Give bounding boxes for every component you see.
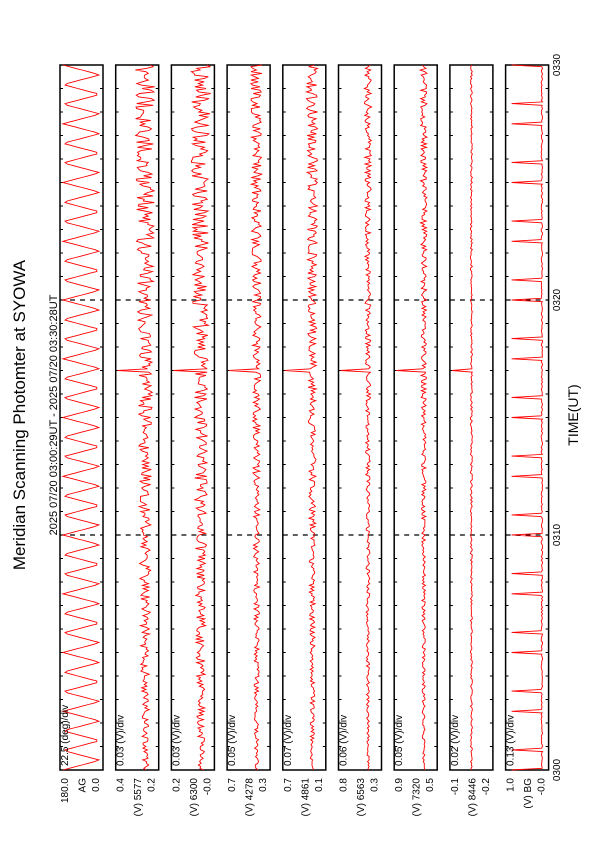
channel-label: (V) 5577 [133, 778, 145, 817]
panel-frame [394, 65, 437, 770]
y-tick-label: 0.9 [394, 778, 406, 792]
trace-line [63, 65, 99, 770]
trace-line [449, 65, 473, 770]
channel-label: (V) BG [523, 778, 535, 809]
panel-2 [116, 65, 159, 816]
x-tick-label: 0310 [552, 523, 563, 547]
panel-6 [339, 65, 382, 816]
plot-titles [10, 259, 581, 570]
y-tick-label: 0.4 [115, 778, 127, 792]
panel-frame [116, 65, 159, 770]
scale-label: 0.05 (V)/div [394, 714, 406, 766]
trace-line [229, 65, 262, 770]
trace-line [396, 65, 427, 770]
panel-frame [171, 65, 214, 770]
panel-7 [394, 65, 437, 816]
panel-3 [171, 65, 214, 816]
panel-9 [506, 65, 549, 809]
x-tick-label: 0300 [552, 758, 563, 782]
x-tick-label: 0330 [552, 53, 563, 77]
panel-8 [450, 65, 493, 816]
panel-frame [283, 65, 326, 770]
chart-title: Meridian Scanning Photomter at SYOWA [10, 259, 29, 571]
channel-label: (V) 8446 [467, 778, 479, 817]
scale-label: 0.13 (V)/div [505, 714, 517, 766]
y-tick-label: 0.8 [338, 778, 350, 792]
y-tick-label: -0.0 [536, 778, 548, 796]
x-tick-label: 0320 [552, 288, 563, 312]
panel-1 [60, 65, 103, 803]
channel-label: (V) 6300 [188, 778, 200, 817]
scale-label: 0.05 (V)/div [227, 714, 239, 766]
channel-label: (V) 7320 [411, 778, 423, 817]
x-axis-label: TIME(UT) [565, 384, 581, 446]
trace-line [115, 65, 155, 770]
scale-label: 0.07 (V)/div [282, 714, 294, 766]
scale-label: 0.03 (V)/div [115, 714, 127, 766]
y-tick-label: 1.0 [505, 778, 517, 792]
scale-label: 0.02 (V)/div [449, 714, 461, 766]
y-tick-label: 0.0 [91, 778, 102, 792]
y-tick-label: 0.3 [258, 778, 270, 792]
time-range: 2025 07/20 03:00:29UT - 2025 07/20 03:30:28UT [48, 294, 60, 536]
y-tick-label: 0.2 [171, 778, 183, 792]
panel-4 [227, 65, 270, 816]
trace-line [338, 65, 372, 770]
y-tick-label: -0.2 [480, 778, 492, 796]
scale-label: 0.03 (V)/div [171, 714, 183, 766]
trace-line [512, 65, 543, 770]
y-tick-label: 0.1 [313, 778, 325, 792]
panel-frame [339, 65, 382, 770]
y-tick-label: 0.3 [369, 778, 381, 792]
trace-line [282, 65, 318, 770]
channel-label: (V) 6563 [356, 778, 367, 817]
scale-label: 0.06 (V)/div [338, 714, 350, 766]
scale-label: 22.5 (deg)/div [60, 704, 71, 766]
panel-frame [60, 65, 103, 770]
y-tick-label: 0.7 [282, 778, 294, 792]
time-axis [552, 53, 563, 781]
y-tick-label: 0.2 [146, 778, 158, 792]
panel-frame [227, 65, 270, 770]
panel-5 [283, 65, 326, 816]
channel-label: (V) 4861 [300, 778, 312, 817]
y-tick-label: -0.0 [202, 778, 214, 796]
y-tick-label: 180.0 [60, 778, 71, 804]
trace-line [173, 65, 210, 770]
y-tick-label: 0.5 [425, 778, 437, 792]
panels [60, 65, 549, 816]
channel-label: AG [77, 778, 89, 793]
channel-label: (V) 4278 [244, 778, 256, 817]
y-tick-label: 0.7 [227, 778, 239, 792]
y-tick-label: -0.1 [449, 778, 461, 796]
